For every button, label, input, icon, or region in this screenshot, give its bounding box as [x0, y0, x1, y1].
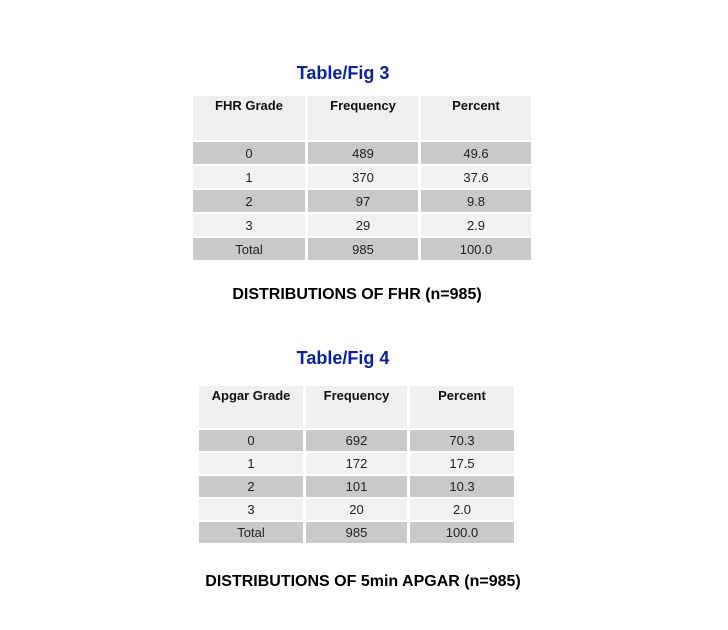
cell-grade: 2: [193, 190, 305, 212]
cell-frequency: 692: [306, 430, 407, 451]
cell-percent: 2.0: [410, 499, 514, 520]
fig4-caption: DISTRIBUTIONS OF 5min APGAR (n=985): [205, 573, 521, 590]
fig4-title: Table/Fig 4: [296, 348, 390, 368]
table-header-row: [193, 96, 531, 140]
cell-frequency: 20: [306, 499, 407, 520]
table-row: [193, 214, 531, 236]
cell-frequency: 370: [308, 166, 418, 188]
table-row: [193, 190, 531, 212]
cell-frequency: 101: [306, 476, 407, 497]
column-header-percent: Percent: [410, 386, 514, 428]
cell-percent: 70.3: [410, 430, 514, 451]
column-header-frequency: Frequency: [306, 386, 407, 428]
cell-grade: 1: [199, 453, 303, 474]
cell-percent: 10.3: [410, 476, 514, 497]
fhr-distribution-table: [190, 94, 534, 262]
cell-grade: 0: [199, 430, 303, 451]
table-row: [199, 499, 514, 520]
cell-grade: Total: [199, 522, 303, 543]
fig3-caption: DISTRIBUTIONS OF FHR (n=985): [232, 286, 482, 303]
table-row: [193, 142, 531, 164]
table-header-row: [199, 386, 514, 428]
cell-frequency: 985: [306, 522, 407, 543]
column-header-grade: FHR Grade: [193, 96, 305, 140]
cell-percent: 37.6: [421, 166, 531, 188]
cell-percent: 49.6: [421, 142, 531, 164]
cell-grade: 1: [193, 166, 305, 188]
cell-percent: 100.0: [410, 522, 514, 543]
cell-grade: Total: [193, 238, 305, 260]
table-row: [193, 166, 531, 188]
table-total-row: [193, 238, 531, 260]
fig3-title: Table/Fig 3: [296, 63, 390, 83]
cell-percent: 100.0: [421, 238, 531, 260]
cell-frequency: 172: [306, 453, 407, 474]
cell-grade: 3: [193, 214, 305, 236]
column-header-frequency: Frequency: [308, 96, 418, 140]
table-row: [199, 430, 514, 451]
table-total-row: [199, 522, 514, 543]
cell-grade: 0: [193, 142, 305, 164]
cell-percent: 17.5: [410, 453, 514, 474]
cell-percent: 9.8: [421, 190, 531, 212]
cell-frequency: 97: [308, 190, 418, 212]
cell-percent: 2.9: [421, 214, 531, 236]
column-header-percent: Percent: [421, 96, 531, 140]
column-header-grade: Apgar Grade: [199, 386, 303, 428]
table-row: [199, 476, 514, 497]
table-row: [199, 453, 514, 474]
cell-grade: 3: [199, 499, 303, 520]
apgar-distribution-table: [196, 384, 517, 545]
cell-frequency: 489: [308, 142, 418, 164]
cell-frequency: 29: [308, 214, 418, 236]
cell-grade: 2: [199, 476, 303, 497]
cell-frequency: 985: [308, 238, 418, 260]
